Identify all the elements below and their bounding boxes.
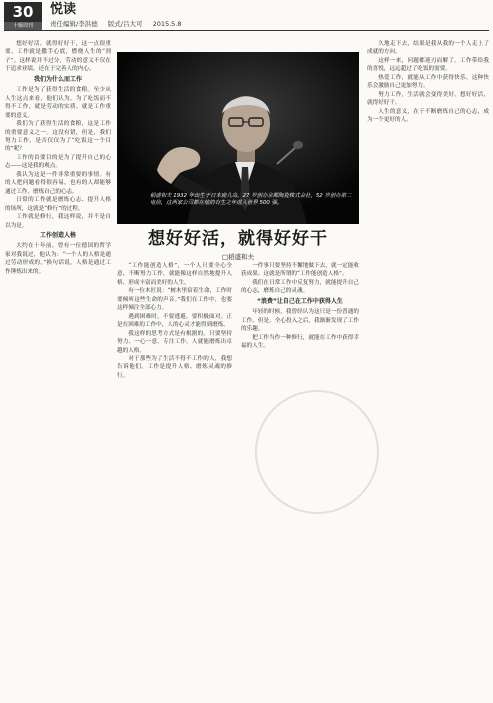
article-author: □稻盛和夫 <box>221 253 255 261</box>
paragraph: 努力工作，生活就会变得美好。想好好活，就得好好干。 <box>367 91 489 107</box>
paragraph: 想好好活，就得好好干，这一点很重要。工作就是撒手心底，燃烧人生的“剂子”。这样说并不过分，劳动的意义不仅在于追求业绩，还在于完善人的内心。 <box>5 41 111 73</box>
editor-name: 责任编辑/李洪德 <box>50 20 98 28</box>
article-column-4 <box>367 40 489 700</box>
paragraph: 这样一来，问题都迎刃而解了。工作带给我的喜悦，远远超过了吃饭的需要。 <box>367 57 489 73</box>
designer-name: 版式/吕大可 <box>107 20 143 28</box>
column-name: 悦读 <box>50 2 77 17</box>
article-column-1 <box>5 40 111 700</box>
paragraph: 我们为了获得生活的食粮，这是工作的重要意义之一。这没有错，但是，我们努力工作，是否仅仅为了“吃饭这一个目的”呢？ <box>5 121 111 153</box>
paragraph: 一件事只要坚持不懈地做下去，就一定能收获成果。这就是所谓的“工作能创造人格”。 <box>241 263 359 278</box>
paragraph: 久地走下去，结果是我从我的一个人走上了成就的方向。 <box>367 41 489 56</box>
issue-date: 2015.5.8 <box>152 20 182 28</box>
paragraph: 有一位木匠说：“树木里宿着生命，工作时要倾听这些生命的声音。”我们在工作中，也要这样倾注全部心力。 <box>117 288 232 312</box>
article-title: 想好好活，就得好好干 <box>148 229 328 249</box>
paragraph: 日常的工作就是磨炼心志、提升人格的场所，这就是“修行”的过程。 <box>5 197 111 212</box>
subheading: 工作创造人格 <box>39 231 76 239</box>
subheading: 我们为什么而工作 <box>33 75 82 83</box>
paragraph: 工作的首要目的是为了提升自己的心志——这是我的观点。 <box>5 154 111 170</box>
article-heading <box>117 228 359 261</box>
paragraph: 工作是为了获得生活的食粮。至少从人生这点来看，他们认为，为了吃饭而不得不工作，就是劳动的实质。就是工作重要的意义。 <box>5 87 111 119</box>
paragraph: 把工作当作一种修行，就能在工作中获得幸福的人生。 <box>241 334 359 350</box>
paragraph: 遇到困难时，不要逃避，要积极面对。正是在困难的工作中，人的心灵才能得到磨炼。 <box>117 313 232 329</box>
paragraph: 我们在日常工作中反复努力，就能提升自己的心志，磨炼自己的灵魂。 <box>241 279 359 295</box>
paragraph: “工作能创造人格”，一个人只要全心全意、不断努力工作，就能像这样自然地提升人格、形成丰富而美好的人生。 <box>117 263 232 286</box>
paragraph: 人生的意义，在于不断磨炼自己的心志，成为一个更好的人。 <box>367 108 489 124</box>
page-header <box>4 2 489 28</box>
section-label: 十堰周刊 <box>4 22 42 30</box>
editor-line <box>50 19 190 28</box>
photo-caption: 稻盛和夫 1932 年出生于日本鹿儿岛，27 岁创办京都陶瓷株式会社，52 岁创办第二电信，这两家公司都在他的有生之年进入世界 500 强。 <box>150 193 352 206</box>
article-column-2 <box>117 262 232 700</box>
paragraph: 我认为这是一件非常重要的事情。有的人把问题看得很容易，也有的人却能够通过工作，磨炼自己的心志。 <box>5 171 111 195</box>
paragraph: 我这样的思考方式是有根据的。只要坚持努力、一心一意、专注工作，人就能磨炼出卓越的人格。 <box>117 330 232 354</box>
paragraph: 热爱工作，就能从工作中获得快乐。这种快乐会激励自己更加努力。 <box>367 74 489 90</box>
header-rule <box>4 30 489 31</box>
paragraph: 年轻的时候，我曾经认为这只是一份普通的工作。但是，全心投入之后，我渐渐发现了工作的乐趣。 <box>241 309 359 333</box>
page-number: 30 <box>4 2 42 22</box>
subheading: “浪费”让自己在工作中获得人生 <box>257 297 343 305</box>
paragraph: 工作就是修行，我这样说，并不是自以为是。 <box>5 214 111 229</box>
faint-seal-mark <box>255 390 379 514</box>
paragraph: 大约在十年前，曾有一位德国的哲学家对我说过，他认为：“一个人的人格是通过劳动形成的。”换句话说，人格是通过工作锤炼出来的。 <box>5 243 111 275</box>
paragraph: 对于那些为了生活不得不工作的人，我想告诉他们，工作是提升人格、磨炼灵魂的修行。 <box>117 355 232 379</box>
